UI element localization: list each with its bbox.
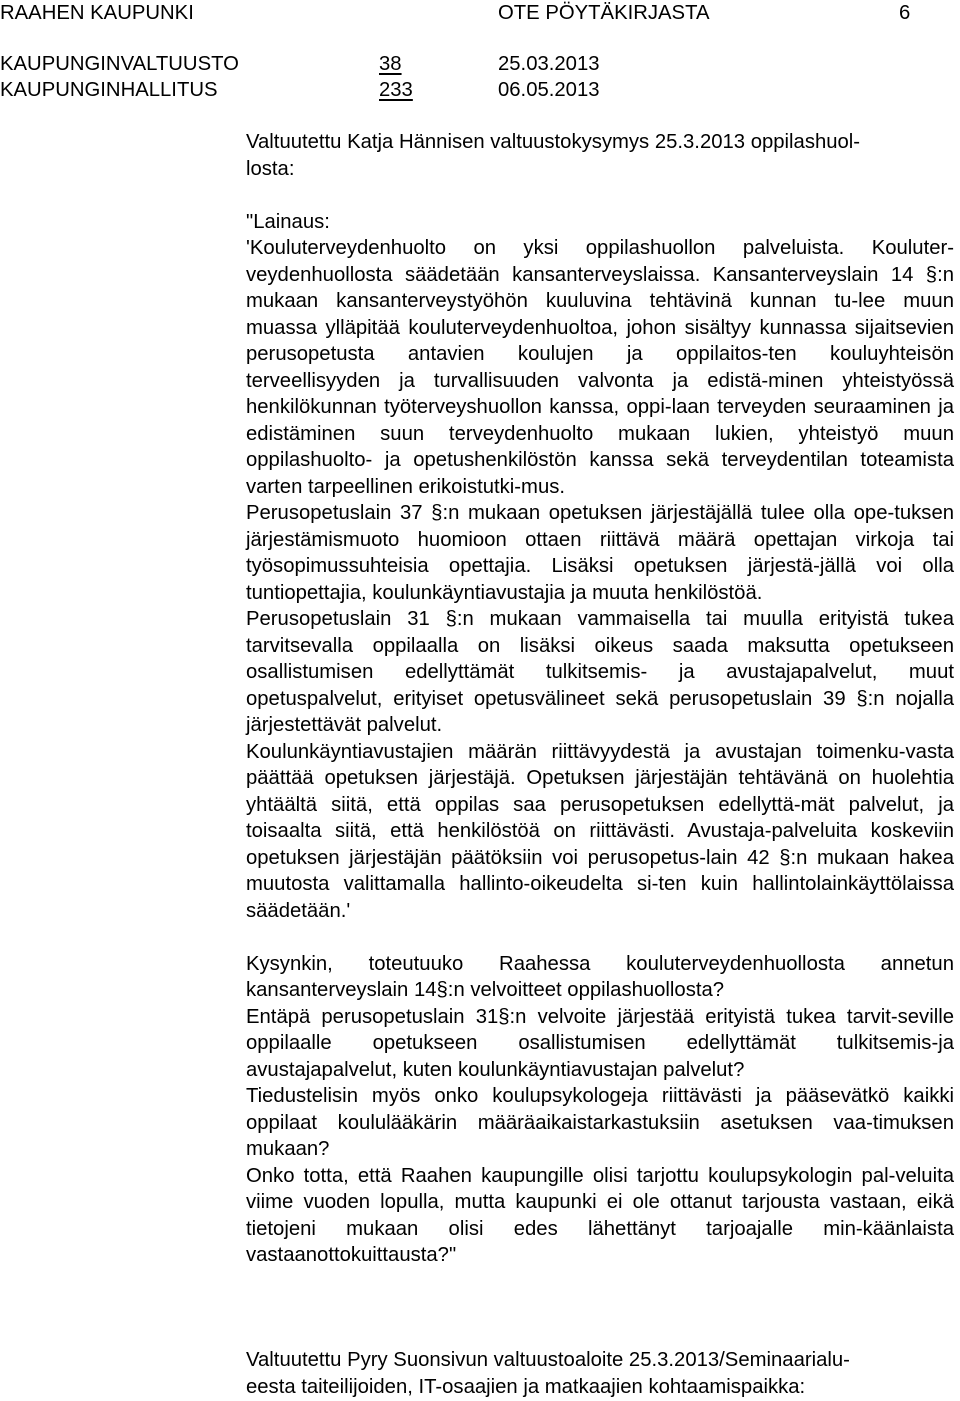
header-city: RAAHEN KAUPUNKI — [0, 2, 194, 24]
item-title-line2: losta: — [246, 157, 295, 180]
meeting-date-council: 25.03.2013 — [498, 53, 600, 75]
meeting-body-board: KAUPUNGINHALLITUS — [0, 79, 218, 101]
document-body — [246, 129, 954, 1269]
header-doc-type: OTE PÖYTÄKIRJASTA — [498, 2, 710, 24]
next-item-title — [246, 1347, 954, 1400]
item-title — [246, 129, 954, 182]
meeting-section-board: 233 — [379, 79, 413, 101]
question-paragraph-1: Kysynkin, toteutuuko Raahessa kouluterveydenhuollosta annetun kansanterveyslain 14§:n velvoitteet oppilashuollosta? — [246, 952, 954, 1001]
question-paragraph-3: Tiedustelisin myös onko koulupsykologeja riittävästi ja pääsevätkö kaikki oppilaat koululääkärin määräaikaistarkastuksiin asetuksen vaa-timuksen mukaan? — [246, 1085, 954, 1160]
question-paragraph-4: Onko totta, että Raahen kaupungille olisi tarjottu koulupsykologin pal-veluita viime vuoden lopulla, mutta kaupunki ei ole ottanut tarjousta vastaan, eikä tietojeni mukaan olisi edes lähettänyt tarjoajalle min-käänlaista vastaanottokuittausta?" — [246, 1164, 954, 1266]
quote-paragraph-1: 'Kouluterveydenhuolto on yksi oppilashuollon palveluista. Kouluter-veydenhuollosta säädetään kansanterveyslaissa. Kansanterveyslain 14 §:n mukaan kansanterveystyöhön kuuluvina tehtävinä kunnan tu-lee muun muassa ylläpitää kouluterveydenhuoltoa, johon sisältyy kunnassa sijaitsevien perusopetusta antavien koulujen ja oppilaitos-ten kouluyhteisön terveellisyyden ja turvallisuuden valvonta ja edistä-minen yhteistyössä henkilökunnan työterveyshuollon kanssa, oppi-laan terveyden seuraaminen ja edistäminen suun terveydenhuolto mukaan lukien, yhteistyö muun oppilashuolto- ja opetushenkilöstön kanssa sekä terveydentilan toteamista varten tarpeellinen erikoistutki-mus. — [246, 237, 954, 498]
quote-paragraph-3: Perusopetuslain 31 §:n mukaan vammaisella tai muulla erityistä tukea tarvitsevalla oppilaalla on lisäksi oikeus saada maksutta opetukseen osallistumisen edellyttämät tulkitsemis- ja avustajapalvelut, muut opetuspalvelut, erityiset opetusvälineet sekä perusopetuslain 39 §:n nojalla järjestettävät palvelut. — [246, 608, 954, 736]
meeting-body-council: KAUPUNGINVALTUUSTO — [0, 53, 239, 75]
next-item-title-line2: eesta taiteilijoiden, IT-osaajien ja matkaajien kohtaamispaikka: — [246, 1375, 806, 1398]
quote-label: "Lainaus: — [246, 210, 330, 233]
next-item-title-line1: Valtuutettu Pyry Suonsivun valtuustoaloite 25.3.2013/Seminaarialu- — [246, 1349, 850, 1371]
item-title-line1: Valtuutettu Katja Hännisen valtuustokysymys 25.3.2013 oppilashuol- — [246, 131, 861, 153]
quote-paragraph-4: Koulunkäyntiavustajien määrän riittävyydestä ja avustajan toimenku-vasta päättää opetuksen järjestäjä. Opetuksen järjestäjän tehtävänä on huolehtia yhtäältä siitä, että oppilas saa perusopetuksen edellyttä-mät palvelut, ja toisaalta siitä, että henkilöstöä on riittävästi. Avustaja-palveluita koskeviin opetuksen järjestäjän päätöksiin voi perusopetus-lain 42 §:n mukaan hakea muutosta valittamalla hallinto-oikeudelta si-ten kuin hallintolainkäyttölaissa säädetään.' — [246, 740, 954, 922]
quote-paragraph-2: Perusopetuslain 37 §:n mukaan opetuksen järjestäjällä tulee olla ope-tuksen järjestämismuoto huomioon ottaen riittävä määrä opettajan virkoja tai työsopimussuhteisia opettajia. Lisäksi opetuksen järjestä-jällä voi olla tuntiopettajia, koulunkäyntiavustajia ja muuta henkilöstöä. — [246, 502, 954, 604]
meeting-date-board: 06.05.2013 — [498, 79, 600, 101]
header-page-number: 6 — [899, 2, 911, 24]
meeting-section-council: 38 — [379, 53, 402, 75]
question-paragraph-2: Entäpä perusopetuslain 31§:n velvoite järjestää erityistä tukea tarvit-seville oppilaalle opetukseen osallistumisen edellyttämät tulkitsemis-ja avustajapalvelut, kuten koulunkäyntiavustajan palvelut? — [246, 1005, 954, 1081]
